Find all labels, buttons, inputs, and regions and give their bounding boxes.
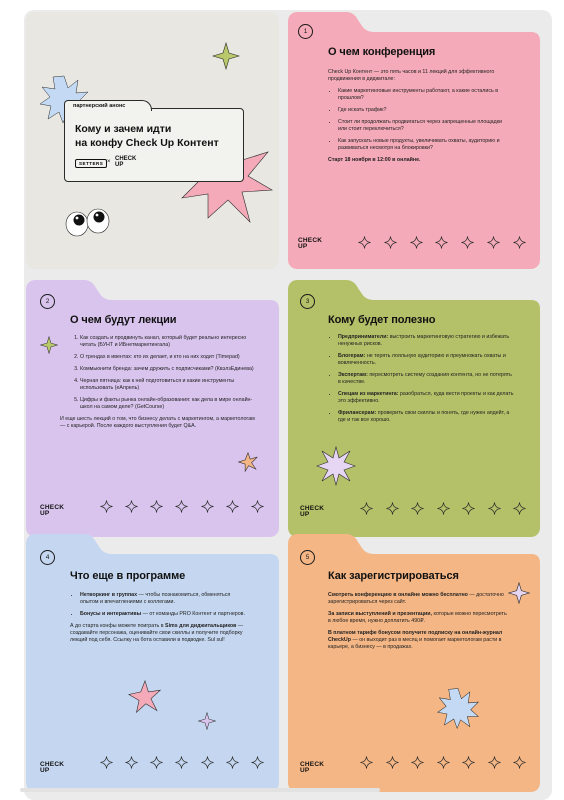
sparkle-icon	[435, 236, 448, 249]
sparkle-icon	[487, 236, 500, 249]
cover-title-box	[64, 103, 244, 182]
card-3-audience	[288, 280, 540, 537]
card-number: 2	[40, 294, 55, 309]
sparkle-icon	[175, 756, 188, 769]
sparkle-icon	[461, 236, 474, 249]
card-body	[70, 592, 246, 649]
card-body	[328, 592, 508, 656]
card-paragraph: А до старта конфы можете поиграть в Sims для диджитальщиков — создавайте персонажа, оценивайте свои скиллы и получите подборку лекций под себя. Ссылку на бота оставили в подводке. Sul sul!	[70, 623, 244, 643]
list-item: 2. О трендах в ивентах: кто их делает, и кто на них ходит (Timepad)	[80, 354, 256, 361]
sparkle-icon	[360, 756, 373, 769]
sparkle-icon	[488, 756, 501, 769]
list-item: • Как запускать новые продукты, увеличивать охваты, аудиторию и развиваться несмотря на блокировки?	[338, 138, 512, 152]
list-item: • Блогерам: не терять лояльную аудиторию и преумножать охваты и вовлеченность.	[338, 353, 514, 367]
checkup-logo: CHECK UP	[298, 237, 323, 251]
card-title: Кому будет полезно	[328, 314, 436, 326]
sparkle-icon	[226, 756, 239, 769]
list-item: 3. Коммьюнити бренда: зачем дружить с подписчиками? (КвэлзЕдинева)	[80, 366, 256, 373]
card-title: О чем конференция	[328, 46, 436, 58]
sparkle-icon	[384, 236, 397, 249]
card-1-about	[288, 12, 540, 269]
googly-eyes-decoration	[64, 208, 112, 238]
card-footer: И еще шесть лекций о том, что бизнесу делать с маркетингом, а маркетологам — с карьерой. После каждого выступления будет Q&A.	[60, 416, 255, 429]
sparkle-row	[100, 500, 264, 513]
checkup-logo: CHECK UP	[40, 504, 65, 518]
card-title: Как зарегистрироваться	[328, 570, 459, 582]
list-item: • Спецам из маркетинга: разобраться, куда вести проекты и как делать это эффективно.	[338, 391, 514, 405]
sparkle-icon	[175, 500, 188, 513]
page-background	[24, 10, 552, 800]
lilac-star-decoration	[198, 712, 216, 730]
setters-logo: SETTERS	[75, 159, 107, 168]
sparkle-icon	[150, 500, 163, 513]
green-star-decoration	[40, 336, 58, 354]
sparkle-icon	[358, 236, 371, 249]
blue-star-decoration	[436, 686, 480, 730]
card-body	[328, 69, 512, 169]
sparkle-icon	[226, 500, 239, 513]
card-number: 5	[300, 550, 315, 565]
sparkle-icon	[150, 756, 163, 769]
sparkle-icon	[251, 756, 264, 769]
sparkle-icon	[251, 500, 264, 513]
card-number: 4	[40, 550, 55, 565]
lilac-star-decoration	[508, 582, 530, 604]
sparkle-icon	[488, 502, 501, 515]
sparkle-row	[360, 502, 526, 515]
list-item: • Нетворкинг в группах — чтобы познакомиться, обменяться опытом и впечатлениями с коллегами.	[80, 592, 246, 606]
sparkle-icon	[125, 756, 138, 769]
card-4-program	[26, 534, 279, 792]
sparkle-icon	[513, 756, 526, 769]
card-intro: Check Up Контент — это пять часов и 11 лекций для эффективного продвижения в диджитале:	[328, 69, 495, 82]
card-footer: Старт 18 ноября в 12:00 в онлайне.	[328, 157, 421, 163]
cover-title-line2: на конфу Check Up Контент	[75, 137, 219, 149]
sparkle-icon	[462, 756, 475, 769]
sparkle-icon	[100, 756, 113, 769]
sparkle-icon	[386, 756, 399, 769]
sparkle-row	[100, 756, 264, 769]
lilac-star-decoration	[316, 446, 356, 486]
sparkle-row	[358, 236, 526, 249]
sparkle-row	[360, 756, 526, 769]
sparkle-icon	[513, 236, 526, 249]
sparkle-icon	[513, 502, 526, 515]
green-star-decoration	[212, 42, 240, 70]
list-item: • Экспертам: пересмотреть систему создания контента, но не потерять в качестве.	[338, 372, 514, 386]
list-item: • Бонусы и интерактивы — от команды PRO Контент и партнеров.	[80, 611, 246, 618]
card-2-lectures	[26, 280, 279, 537]
list-item: • Предприниматели: выстроить маркетинговую стратегию и избежать ненужных рисков.	[338, 334, 514, 348]
cover-tag: партнерский анонс	[73, 103, 126, 109]
card-number: 3	[300, 294, 315, 309]
card-title: Что еще в программе	[70, 570, 186, 582]
card-number: 1	[298, 24, 313, 39]
orange-star-decoration	[238, 452, 258, 472]
card-paragraph: За записи выступлений и презентации, которые можно пересмотреть в любое время, нужно доплатить 490₽.	[328, 611, 507, 624]
card-paragraph: В платном тарифе бонусом получите подписку на онлайн-журнал CheckUp — он выходит раз в месяц и помогает маркетологам расти в карьере, а бизнесу — в продажах.	[328, 630, 503, 650]
card-body	[328, 334, 514, 429]
logo-times: ×	[107, 159, 111, 165]
sparkle-icon	[411, 756, 424, 769]
card-paragraph: Смотреть конференцию в онлайне можно бесплатно — достаточно зарегистрироваться через сайт.	[328, 592, 504, 605]
sparkle-icon	[437, 502, 450, 515]
card-5-register	[288, 534, 540, 792]
sparkle-icon	[201, 756, 214, 769]
checkup-logo: CHECK UP	[300, 761, 325, 775]
checkup-logo: CHECK UP	[300, 505, 325, 519]
next-post-edge	[20, 788, 380, 792]
list-item: • Какие маркетинговые инструменты работают, а какие остались в прошлом?	[338, 88, 512, 102]
card-title: О чем будут лекции	[70, 314, 177, 326]
sparkle-icon	[100, 500, 113, 513]
cover-title-line1: Кому и зачем идти	[75, 123, 172, 135]
sparkle-icon	[125, 500, 138, 513]
list-item: 1. Как создать и продвинуть канал, который будет реально интересно читать (БУНТ и ИБнетмаркетингала)	[80, 335, 256, 349]
sparkle-icon	[360, 502, 373, 515]
checkup-logo: CHECK UP	[40, 761, 65, 775]
pink-star-decoration	[128, 680, 162, 714]
cover-card	[26, 12, 279, 269]
sparkle-icon	[437, 756, 450, 769]
card-body	[60, 335, 256, 435]
cover-checkup-logo: CHECK UP	[115, 156, 137, 168]
list-item: • Стоит ли продолжать продвигаться через запрещенные площадки или стоит переключиться?	[338, 119, 512, 133]
sparkle-icon	[201, 500, 214, 513]
list-item: • Фрилансерам: проверить свои скиллы и понять, где нужен апдейт, а где и так все хорошо.	[338, 410, 514, 424]
sparkle-icon	[411, 502, 424, 515]
sparkle-icon	[410, 236, 423, 249]
list-item: 4. Черная пятница: как к ней подготовиться и какие инструменты использовать (еАпрель)	[80, 378, 256, 392]
sparkle-icon	[386, 502, 399, 515]
sparkle-icon	[462, 502, 475, 515]
list-item: • Где искать трафик?	[338, 107, 512, 114]
list-item: 5. Цифры и факты рынка онлайн-образования: как дела в мире онлайн-школ на самом деле? (GetCourse)	[80, 397, 256, 411]
